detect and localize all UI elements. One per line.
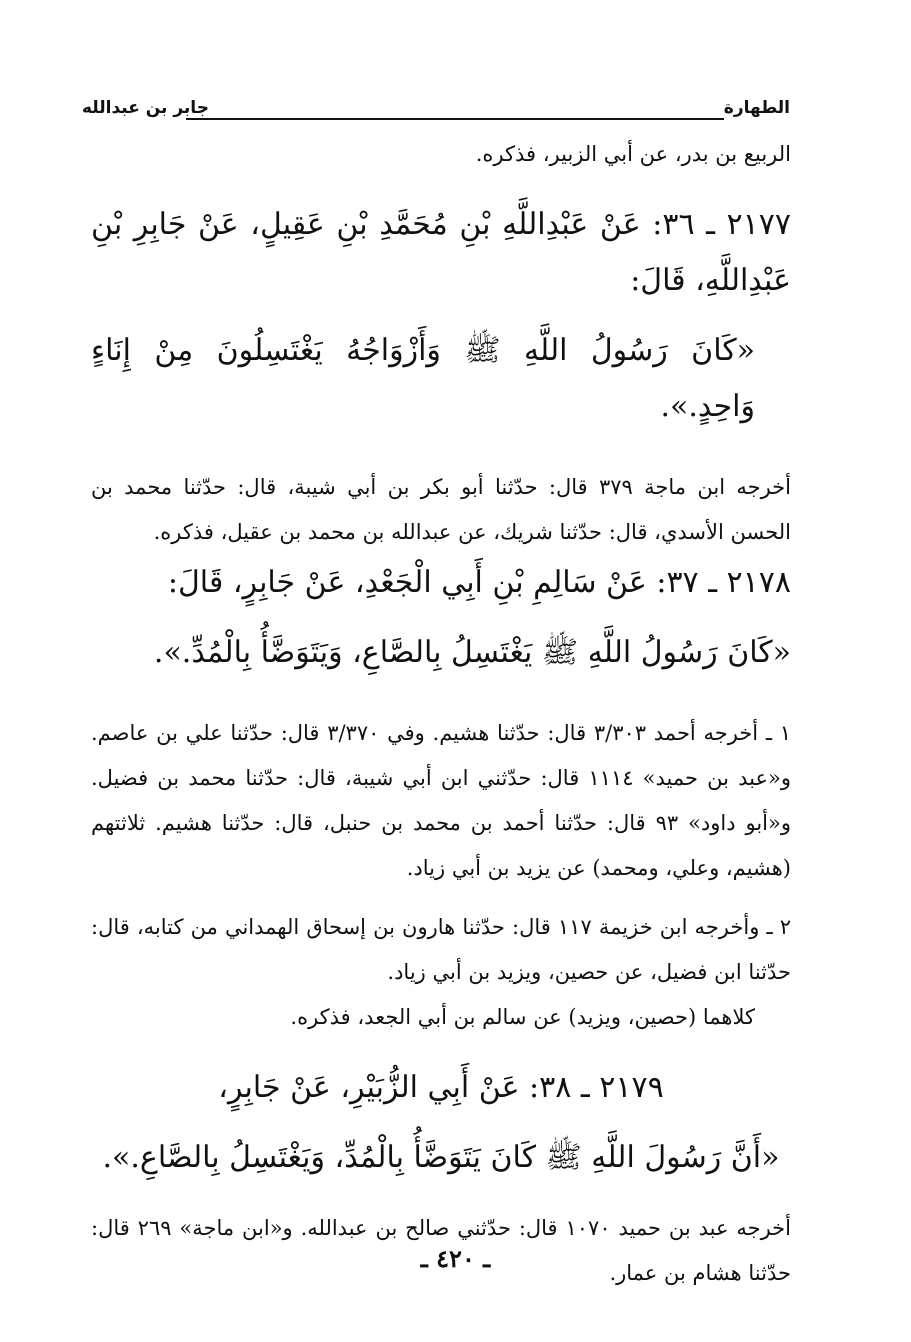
hadith-text-2177: «كَانَ رَسُولُ اللَّهِ ﷺ وَأَزْوَاجُهُ يَغْتَسِلُونَ مِنْ إِنَاءٍ وَاحِدٍ.».	[91, 333, 755, 424]
takhrij-2178-summary: كلاهما (حصين، ويزيد) عن سالم بن أبي الجعد، فذكره.	[290, 1005, 755, 1029]
hadith-text-2178: «كَانَ رَسُولُ اللَّهِ ﷺ يَغْتَسِلُ بِالصَّاعِ، وَيَتَوَضَّأُ بِالْمُدِّ.».	[153, 635, 791, 670]
takhrij-2178-1: ١ ـ أخرجه أحمد ٣/٣٠٣ قال: حدّثنا هشيم. وفي ٣/٣٧٠ قال: حدّثنا علي بن عاصم. و«عبد بن حميد» ١١١٤ قال: حدّثني ابن أبي شيبة، قال: حدّثنا محمد بن فضيل. و«أبو داود» ٩٣ قال: حدّثنا أحمد بن محمد بن حنبل، قال: حدّثنا هشيم. ثلاثتهم (هشيم، وعلي، ومحمد) عن يزيد بن أبي زياد.	[91, 721, 792, 880]
chapter-title: جابر بن عبدالله	[82, 98, 209, 118]
takhrij-2177: أخرجه ابن ماجة ٣٧٩ قال: حدّثنا أبو بكر بن أبي شيبة، قال: حدّثنا محمد بن الحسن الأسدي، قال: حدّثنا شريك، عن عبدالله بن محمد بن عقيل، فذكره.	[91, 475, 792, 544]
header-rule	[186, 118, 724, 120]
takhrij-2178-2: ٢ ـ وأخرجه ابن خزيمة ١١٧ قال: حدّثنا هارون بن إسحاق الهمداني من كتابه، قال: حدّثنا ابن فضيل، عن حصين، ويزيد بن أبي زياد.	[91, 915, 791, 984]
running-header	[82, 92, 790, 122]
commentary-paragraph: الربيع بن بدر، عن أبي الزبير، فذكره.	[475, 142, 791, 166]
hadith-heading-2178: ٢١٧٨ ـ ٣٧: عَنْ سَالِمِ بْنِ أَبِي الْجَعْدِ، عَنْ جَابِرٍ، قَالَ:	[167, 565, 791, 600]
page-number: ـ ٤٢٠ ـ	[420, 1244, 491, 1273]
section-title: الطهارة	[723, 98, 790, 118]
hadith-text-2179: «أَنَّ رَسُولَ اللَّهِ ﷺ كَانَ يَتَوَضَّأُ بِالْمُدِّ، وَيَغْتَسِلُ بِالصَّاعِ.».	[102, 1140, 780, 1175]
hadith-heading-2177: ٢١٧٧ ـ ٣٦: عَنْ عَبْدِاللَّهِ بْنِ مُحَمَّدِ بْنِ عَقِيلٍ، عَنْ جَابِرِ بْنِ عَبْدِاللَّهِ، قَالَ:	[91, 207, 791, 298]
hadith-heading-2179: ٢١٧٩ ـ ٣٨: عَنْ أَبِي الزُّبَيْرِ، عَنْ جَابِرٍ،	[218, 1070, 664, 1105]
takhrij-2179: أخرجه عبد بن حميد ١٠٧٠ قال: حدّثني صالح بن عبدالله. و«ابن ماجة» ٢٦٩ قال: حدّثنا هشام بن عمار.	[91, 1216, 792, 1285]
page-body	[91, 132, 791, 1296]
